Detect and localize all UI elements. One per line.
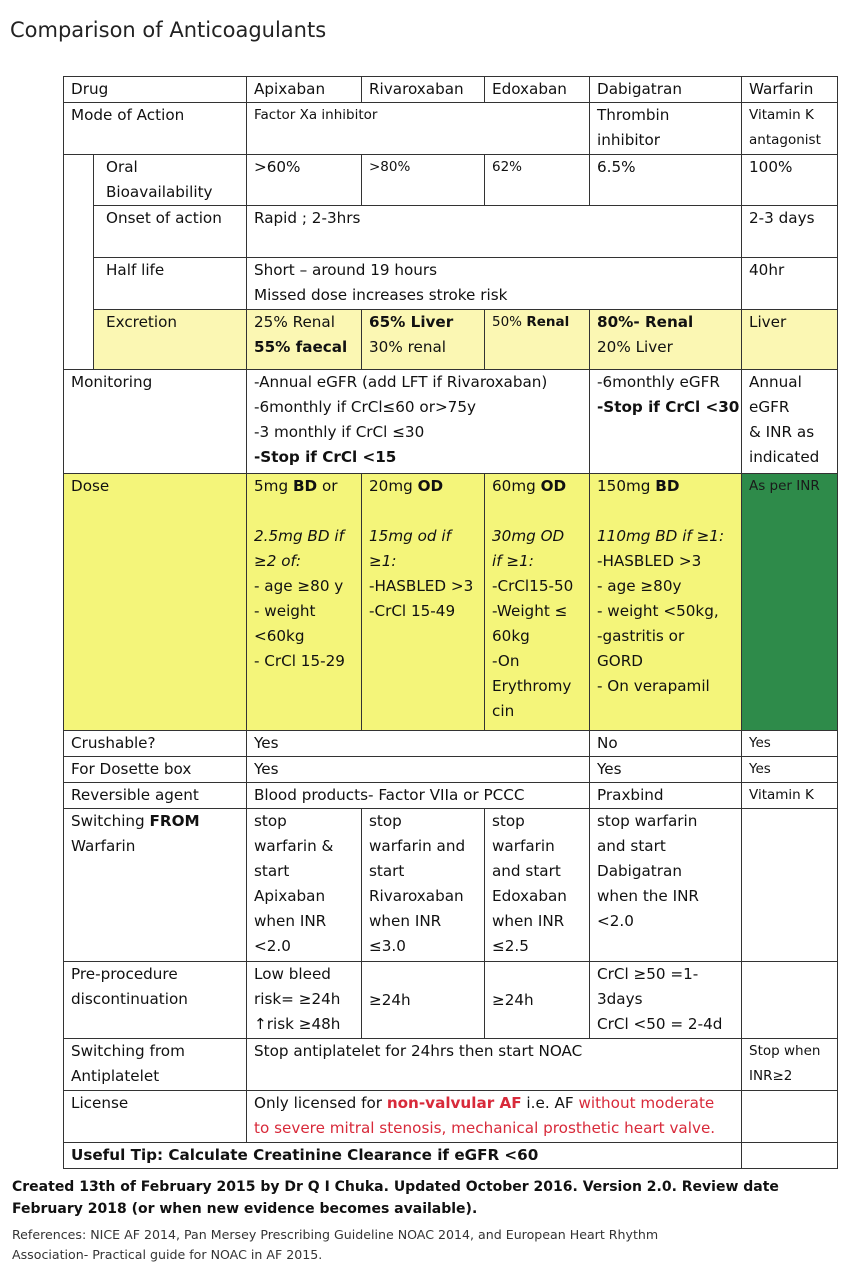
dose-rivaroxaban: 20mg OD 15mg od if ≥1: -HASBLED >3 -CrCl 15-49	[362, 474, 485, 731]
switch-from-edoxaban: stop warfarin and start Edoxaban when INR ≤2.5	[485, 809, 590, 962]
header-drug: Drug	[64, 77, 247, 103]
antiplatelet-row	[64, 1039, 838, 1091]
dose-apixaban: 5mg BD or 2.5mg BD if ≥2 of: - age ≥80 y - weight <60kg - CrCl 15-29	[247, 474, 362, 731]
reversal-warfarin: Vitamin K	[742, 783, 838, 809]
preproc-warfarin	[742, 962, 838, 1039]
onset-noac: Rapid ; 2-3hrs	[247, 206, 742, 258]
oral-warfarin: 100%	[742, 155, 838, 206]
switch-from-row	[64, 809, 838, 962]
monitoring-label: Monitoring	[64, 370, 247, 474]
crush-row	[64, 731, 838, 757]
header-rivaroxaban: Rivaroxaban	[362, 77, 485, 103]
monitoring-row	[64, 370, 838, 474]
header-dabigatran: Dabigatran	[590, 77, 742, 103]
license-row	[64, 1091, 838, 1143]
reversal-dabigatran: Praxbind	[590, 783, 742, 809]
reversal-label: Reversible agent	[64, 783, 247, 809]
tip-warfarin	[742, 1143, 838, 1169]
preproc-dabigatran: CrCl ≥50 =1- 3days CrCl <50 = 2-4d	[590, 962, 742, 1039]
crush-label: Crushable?	[64, 731, 247, 757]
switch-from-dabigatran: stop warfarin and start Dabigatran when the INR <2.0	[590, 809, 742, 962]
comparison-table	[63, 76, 838, 1169]
excretion-apixaban: 25% Renal 55% faecal	[247, 310, 362, 370]
excretion-label: Excretion	[94, 310, 247, 370]
monitoring-warfarin: Annual eGFR & INR as indicated	[742, 370, 838, 474]
license-text: Only licensed for non-valvular AF i.e. AF without moderate to severe mitral stenosis, mechanical prosthetic heart valve.	[247, 1091, 742, 1143]
dose-label: Dose	[64, 474, 247, 731]
dosette-noac: Yes	[247, 757, 590, 783]
mode-dabigatran: Thrombin inhibitor	[590, 103, 742, 155]
preproc-edoxaban: ≥24h	[485, 962, 590, 1039]
switch-from-apixaban: stop warfarin & start Apixaban when INR <2.0	[247, 809, 362, 962]
oral-dabigatran: 6.5%	[590, 155, 742, 206]
excretion-warfarin: Liver	[742, 310, 838, 370]
preproc-row	[64, 962, 838, 1039]
pharmacokinetics-indent	[64, 155, 94, 370]
reversal-noac: Blood products- Factor VIIa or PCCC	[247, 783, 590, 809]
antiplatelet-warfarin: Stop when INR≥2	[742, 1039, 838, 1091]
monitoring-noac: -Annual eGFR (add LFT if Rivaroxaban) -6monthly if CrCl≤60 or>75y -3 monthly if CrCl ≤30 -Stop if CrCl <15	[247, 370, 590, 474]
oral-edoxaban: 62%	[485, 155, 590, 206]
dose-dabigatran: 150mg BD 110mg BD if ≥1: -HASBLED >3 - age ≥80y - weight <50kg, -gastritis or GORD - On verapamil	[590, 474, 742, 731]
excretion-dabigatran: 80%- Renal 20% Liver	[590, 310, 742, 370]
header-row	[64, 77, 838, 103]
oral-rivaroxaban: >80%	[362, 155, 485, 206]
monitoring-dabigatran: -6monthly eGFR -Stop if CrCl <30	[590, 370, 742, 474]
page-title: Comparison of Anticoagulants	[10, 18, 327, 42]
dose-edoxaban: 60mg OD 30mg OD if ≥1: -CrCl15-50 -Weight ≤ 60kg -On Erythromy cin	[485, 474, 590, 731]
preproc-rivaroxaban: ≥24h	[362, 962, 485, 1039]
excretion-rivaroxaban: 65% Liver 30% renal	[362, 310, 485, 370]
oral-label: Oral Bioavailability	[94, 155, 247, 206]
footer-created: Created 13th of February 2015 by Dr Q I Chuka. Updated October 2016. Version 2.0. Review date February 2018 (or when new evidence becomes available).	[12, 1179, 779, 1217]
excretion-row	[64, 310, 838, 370]
preproc-apixaban: Low bleed risk= ≥24h ↑risk ≥48h	[247, 962, 362, 1039]
crush-dabigatran: No	[590, 731, 742, 757]
dosette-row	[64, 757, 838, 783]
preproc-label: Pre-procedure discontinuation	[64, 962, 247, 1039]
dose-warfarin: As per INR	[742, 474, 838, 731]
onset-warfarin: 2-3 days	[742, 206, 838, 258]
halflife-noac: Short – around 19 hours Missed dose increases stroke risk	[247, 258, 742, 310]
dosette-warfarin: Yes	[742, 757, 838, 783]
oral-apixaban: >60%	[247, 155, 362, 206]
dose-row	[64, 474, 838, 731]
references: References: NICE AF 2014, Pan Mersey Prescribing Guideline NOAC 2014, and European Heart Rhythm Association- Practical guide for NOAC in AF 2015.	[12, 1227, 659, 1262]
dosette-label: For Dosette box	[64, 757, 247, 783]
excretion-edoxaban: 50% Renal	[485, 310, 590, 370]
switch-from-label: Switching FROM Warfarin	[64, 809, 247, 962]
crush-noac: Yes	[247, 731, 590, 757]
useful-tip: Useful Tip: Calculate Creatinine Clearance if eGFR <60	[64, 1143, 742, 1169]
halflife-warfarin: 40hr	[742, 258, 838, 310]
tip-row	[64, 1143, 838, 1169]
oral-row	[64, 155, 838, 206]
onset-row	[64, 206, 838, 258]
mode-xa: Factor Xa inhibitor	[247, 103, 590, 155]
switch-from-warfarin	[742, 809, 838, 962]
halflife-label: Half life	[94, 258, 247, 310]
mode-label: Mode of Action	[64, 103, 247, 155]
license-label: License	[64, 1091, 247, 1143]
header-apixaban: Apixaban	[247, 77, 362, 103]
header-edoxaban: Edoxaban	[485, 77, 590, 103]
antiplatelet-noac: Stop antiplatelet for 24hrs then start NOAC	[247, 1039, 742, 1091]
halflife-row	[64, 258, 838, 310]
antiplatelet-label: Switching from Antiplatelet	[64, 1039, 247, 1091]
reversal-row	[64, 783, 838, 809]
dosette-dabigatran: Yes	[590, 757, 742, 783]
switch-from-rivaroxaban: stop warfarin and start Rivaroxaban when INR ≤3.0	[362, 809, 485, 962]
license-warfarin	[742, 1091, 838, 1143]
crush-warfarin: Yes	[742, 731, 838, 757]
mode-row	[64, 103, 838, 155]
mode-warfarin: Vitamin K antagonist	[742, 103, 838, 155]
onset-label: Onset of action	[94, 206, 247, 258]
header-warfarin: Warfarin	[742, 77, 838, 103]
